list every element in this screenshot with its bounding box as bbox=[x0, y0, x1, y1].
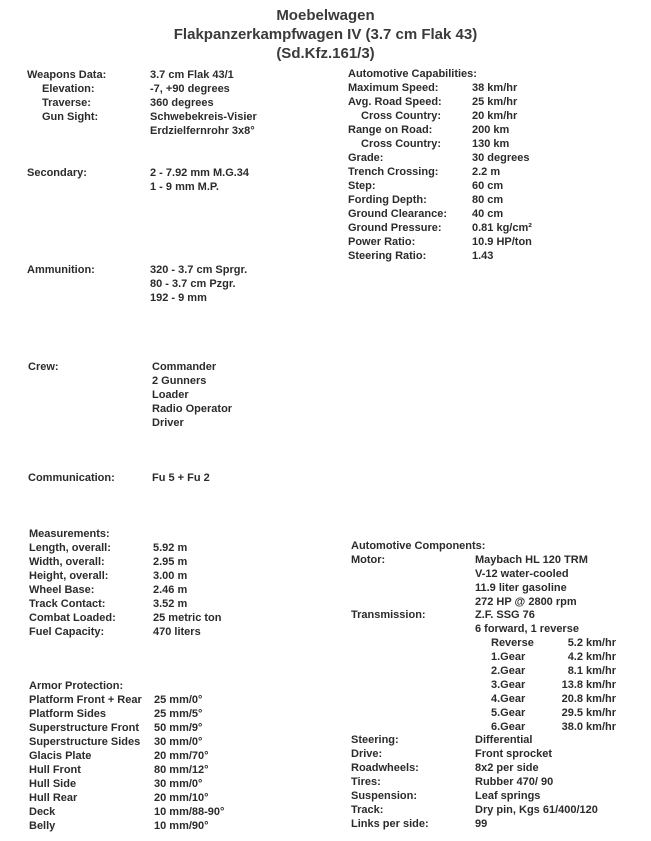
transmission-value: 6 forward, 1 reverse bbox=[475, 623, 579, 635]
component-value: Front sprocket bbox=[475, 748, 553, 760]
measurement-label: Height, overall: bbox=[29, 570, 109, 582]
measurement-value: 25 metric ton bbox=[153, 612, 222, 624]
component-value: Differential bbox=[475, 734, 533, 746]
capability-value: 10.9 HP/ton bbox=[472, 236, 532, 248]
traverse-label: Traverse: bbox=[42, 97, 91, 109]
gear-speed: 8.1 km/hr bbox=[567, 665, 616, 677]
gear-speed: 29.5 km/hr bbox=[561, 707, 616, 719]
capability-label: Fording Depth: bbox=[348, 194, 427, 206]
capability-value: 25 km/hr bbox=[472, 96, 518, 108]
measurements-heading: Measurements: bbox=[29, 528, 110, 540]
motor-value: Maybach HL 120 TRM bbox=[475, 554, 588, 566]
capability-label: Cross Country: bbox=[361, 110, 442, 122]
capability-label: Trench Crossing: bbox=[348, 166, 439, 178]
measurement-value: 3.00 m bbox=[153, 570, 188, 582]
ammunition-value: 80 - 3.7 cm Pzgr. bbox=[150, 278, 236, 290]
measurement-label: Fuel Capacity: bbox=[29, 626, 105, 638]
armor-label: Hull Side bbox=[29, 778, 77, 790]
component-label: Roadwheels: bbox=[351, 762, 419, 774]
component-value: Rubber 470/ 90 bbox=[475, 776, 554, 788]
measurement-value: 470 liters bbox=[153, 626, 201, 638]
gear-name: Reverse bbox=[491, 637, 534, 649]
communication-label: Communication: bbox=[28, 472, 115, 484]
capability-label: Step: bbox=[348, 180, 376, 192]
measurement-value: 2.46 m bbox=[153, 584, 188, 596]
capability-label: Range on Road: bbox=[348, 124, 433, 136]
capability-label: Steering Ratio: bbox=[348, 250, 427, 262]
component-label: Suspension: bbox=[351, 790, 418, 802]
automotive-capabilities-heading: Automotive Capabilities: bbox=[348, 68, 477, 80]
capability-value: 2.2 m bbox=[472, 166, 501, 178]
armor-label: Platform Front + Rear bbox=[29, 694, 142, 706]
component-label: Drive: bbox=[351, 748, 383, 760]
component-value: Dry pin, Kgs 61/400/120 bbox=[475, 804, 598, 816]
capability-label: Avg. Road Speed: bbox=[348, 96, 442, 108]
motor-value: 272 HP @ 2800 rpm bbox=[475, 596, 577, 608]
armor-value: 20 mm/70° bbox=[154, 750, 209, 762]
secondary-label: Secondary: bbox=[27, 167, 87, 179]
capability-value: 200 km bbox=[472, 124, 510, 136]
gun-sight-value-1: Schwebekreis-Visier bbox=[150, 111, 257, 123]
page-title-line-2: Flakpanzerkampfwagen IV (3.7 cm Flak 43) bbox=[173, 26, 478, 43]
gear-name: 6.Gear bbox=[491, 721, 526, 733]
capability-value: 80 cm bbox=[472, 194, 504, 206]
gear-speed: 20.8 km/hr bbox=[561, 693, 616, 705]
transmission-label: Transmission: bbox=[351, 609, 426, 621]
capability-label: Ground Pressure: bbox=[348, 222, 442, 234]
measurement-value: 5.92 m bbox=[153, 542, 188, 554]
gear-speed: 5.2 km/hr bbox=[567, 637, 616, 649]
ammunition-label: Ammunition: bbox=[27, 264, 95, 276]
gear-speed: 38.0 km/hr bbox=[561, 721, 616, 733]
capability-value: 20 km/hr bbox=[472, 110, 518, 122]
gear-name: 1.Gear bbox=[491, 651, 526, 663]
transmission-value: Z.F. SSG 76 bbox=[475, 609, 535, 621]
capability-value: 0.81 kg/cm² bbox=[472, 222, 532, 234]
gear-name: 2.Gear bbox=[491, 665, 526, 677]
armor-label: Superstructure Sides bbox=[29, 736, 141, 748]
armor-value: 25 mm/0° bbox=[154, 694, 203, 706]
capability-label: Grade: bbox=[348, 152, 384, 164]
capability-value: 1.43 bbox=[472, 250, 494, 262]
page-title-line-3: (Sd.Kfz.161/3) bbox=[276, 45, 375, 62]
armor-label: Hull Front bbox=[29, 764, 81, 776]
crew-member: Commander bbox=[152, 361, 217, 373]
gear-speed: 13.8 km/hr bbox=[561, 679, 616, 691]
gun-sight-label: Gun Sight: bbox=[42, 111, 99, 123]
armor-label: Hull Rear bbox=[29, 792, 78, 804]
measurement-value: 3.52 m bbox=[153, 598, 188, 610]
capability-value: 40 cm bbox=[472, 208, 504, 220]
armor-value: 25 mm/5° bbox=[154, 708, 203, 720]
crew-member: Driver bbox=[152, 417, 184, 429]
capability-value: 38 km/hr bbox=[472, 82, 518, 94]
motor-value: 11.9 liter gasoline bbox=[475, 582, 567, 594]
main-gun-value: 3.7 cm Flak 43/1 bbox=[150, 69, 234, 81]
elevation-value: -7, +90 degrees bbox=[150, 83, 230, 95]
page-title-line-1: Moebelwagen bbox=[276, 7, 375, 24]
capability-label: Power Ratio: bbox=[348, 236, 416, 248]
measurement-label: Combat Loaded: bbox=[29, 612, 116, 624]
capability-label: Ground Clearance: bbox=[348, 208, 448, 220]
measurement-label: Width, overall: bbox=[29, 556, 105, 568]
traverse-value: 360 degrees bbox=[150, 97, 214, 109]
measurement-label: Track Contact: bbox=[29, 598, 106, 610]
capability-value: 130 km bbox=[472, 138, 510, 150]
component-label: Tires: bbox=[351, 776, 381, 788]
capability-value: 30 degrees bbox=[472, 152, 530, 164]
motor-value: V-12 water-cooled bbox=[475, 568, 569, 580]
gear-speed: 4.2 km/hr bbox=[567, 651, 616, 663]
armor-value: 30 mm/0° bbox=[154, 778, 203, 790]
automotive-components-heading: Automotive Components: bbox=[351, 540, 486, 552]
component-label: Track: bbox=[351, 804, 384, 816]
capability-label: Cross Country: bbox=[361, 138, 442, 150]
component-value: Leaf springs bbox=[475, 790, 541, 802]
ammunition-value: 320 - 3.7 cm Sprgr. bbox=[150, 264, 248, 276]
measurement-label: Length, overall: bbox=[29, 542, 111, 554]
secondary-value: 1 - 9 mm M.P. bbox=[150, 181, 219, 193]
gear-name: 3.Gear bbox=[491, 679, 526, 691]
armor-heading: Armor Protection: bbox=[29, 680, 124, 692]
elevation-label: Elevation: bbox=[42, 83, 95, 95]
measurement-value: 2.95 m bbox=[153, 556, 188, 568]
component-value: 99 bbox=[475, 818, 488, 830]
armor-value: 20 mm/10° bbox=[154, 792, 209, 804]
armor-value: 10 mm/90° bbox=[154, 820, 209, 832]
armor-value: 80 mm/12° bbox=[154, 764, 209, 776]
armor-value: 50 mm/9° bbox=[154, 722, 203, 734]
component-value: 8x2 per side bbox=[475, 762, 539, 774]
gear-name: 5.Gear bbox=[491, 707, 526, 719]
armor-label: Belly bbox=[29, 820, 56, 832]
crew-member: Loader bbox=[152, 389, 189, 401]
communication-value: Fu 5 + Fu 2 bbox=[152, 472, 210, 484]
armor-value: 10 mm/88-90° bbox=[154, 806, 225, 818]
weapons-heading: Weapons Data: bbox=[27, 69, 107, 81]
armor-value: 30 mm/0° bbox=[154, 736, 203, 748]
gun-sight-value-2: Erdzielfernrohr 3x8° bbox=[150, 125, 255, 137]
capability-label: Maximum Speed: bbox=[348, 82, 439, 94]
crew-member: Radio Operator bbox=[152, 403, 233, 415]
component-label: Links per side: bbox=[351, 818, 429, 830]
motor-label: Motor: bbox=[351, 554, 386, 566]
armor-label: Glacis Plate bbox=[29, 750, 92, 762]
crew-label: Crew: bbox=[28, 361, 59, 373]
component-label: Steering: bbox=[351, 734, 399, 746]
armor-label: Superstructure Front bbox=[29, 722, 140, 734]
capability-value: 60 cm bbox=[472, 180, 504, 192]
ammunition-value: 192 - 9 mm bbox=[150, 292, 207, 304]
crew-member: 2 Gunners bbox=[152, 375, 207, 387]
armor-label: Deck bbox=[29, 806, 56, 818]
secondary-value: 2 - 7.92 mm M.G.34 bbox=[150, 167, 250, 179]
measurement-label: Wheel Base: bbox=[29, 584, 95, 596]
gear-name: 4.Gear bbox=[491, 693, 526, 705]
armor-label: Platform Sides bbox=[29, 708, 107, 720]
